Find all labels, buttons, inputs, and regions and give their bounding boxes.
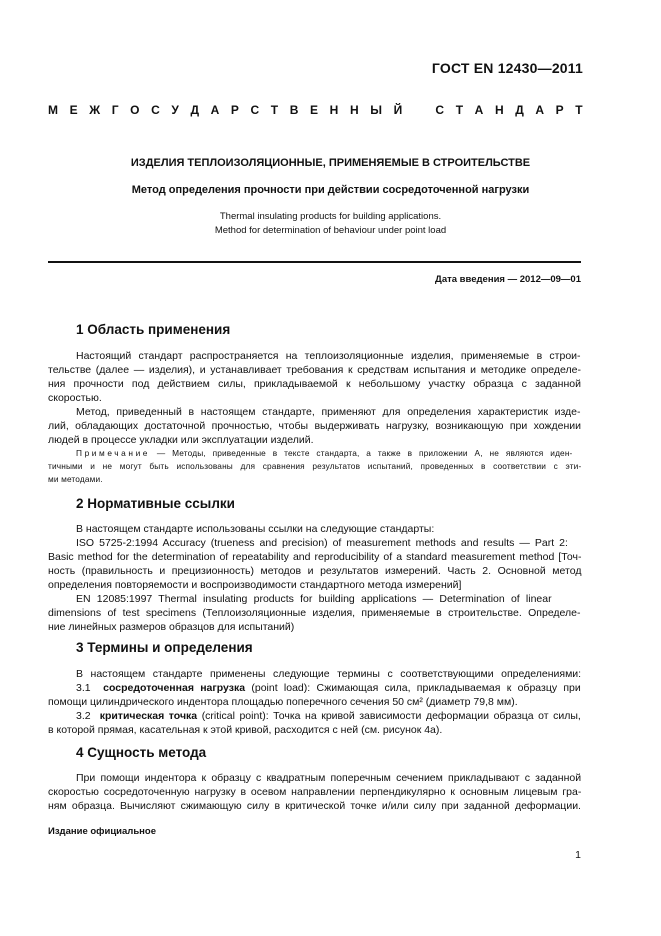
banner-letter: Р [555,103,564,117]
section-4-heading: 4 Сущность метода [76,745,207,760]
section-2-heading: 2 Нормативные ссылки [76,496,235,511]
term-1-definition: (point load): Сжимающая сила, прикладываемая к образцу при [245,682,581,694]
banner-letter: С [151,103,160,117]
banner-letter: С [250,103,260,117]
banner-letter: Т [575,103,583,117]
banner-letter: Т [270,103,279,117]
note-text-1: — Методы, приведенные в тексте стандарта, а также в приложении А, не являются иден- [150,448,573,458]
s1-line-6: лий, обладающих достаточной прочностью, чтобы выдерживать нагрузку, возникающую при хождении [48,420,581,432]
banner-letter: М [48,103,58,117]
standard-code: ГОСТ EN 12430—2011 [431,60,583,76]
document-title: ИЗДЕЛИЯ ТЕПЛОИЗОЛЯЦИОННЫЕ, ПРИМЕНЯЕМЫЕ В СТРОИТЕЛЬСТВЕ [130,157,531,169]
introduction-date: Дата введения — 2012—09—01 [435,274,581,285]
banner-letter: У [171,103,179,117]
banner-letter: А [474,103,484,117]
s3-term-2 [76,710,581,724]
s1-line-7: людей в процессе укладки или эксплуатации изделий. [48,434,314,446]
s4-line-2: скоростью сосредоточенную нагрузку в осевом направлении перпендикулярно к основным лицевым гра- [48,786,582,798]
section-1-heading: 1 Область применения [76,322,231,337]
banner-letter: Й [393,103,403,117]
s3-term-2-line-2: в которой прямая, касательная к этой кривой, расходится с ней (см. рисунок 4а). [48,724,443,736]
term-1-name: сосредоточенная нагрузка [103,682,246,694]
s2-line-7: dimensions of test specimens (Теплоизоляционные изделия, применяемые в строительстве. Определе- [48,607,581,619]
s2-line-6: EN 12085:1997 Thermal insulating products for building applications — Determination of linear [76,593,552,605]
s2-line-1: В настоящем стандарте использованы ссылки на следующие стандарты: [76,523,435,535]
note-line-2: тичными и не могут быть использованы для сравнения результатов испытаний, проведенных в соответствии с эти- [48,461,582,471]
s1-line-4: скоростью. [48,392,102,404]
note-label: Примечание [76,448,151,458]
section-3-heading: 3 Термины и определения [76,640,253,655]
banner-letter: Р [230,103,239,117]
s2-line-8: ние линейных размеров образцов для испытаний) [48,621,295,633]
s1-line-3: ния прочности под действием силы, прикладываемой к небольшому участку образца с заданной [48,378,581,390]
banner-letter: В [289,103,299,117]
term-2-name: критическая точка [99,710,198,722]
banner-letter: А [535,103,545,117]
s3-term-1 [76,682,581,696]
s3-intro: В настоящем стандарте применены следующие термины с соответствующими определениями: [76,668,582,680]
s2-line-5: определения повторяемости и воспроизводимости стандартного метода измерений] [48,579,462,591]
banner-letter: Д [515,103,524,117]
title-divider [48,261,581,263]
banner-gap [414,103,424,117]
note-line-3: ми методами. [48,474,103,484]
banner-letter: Н [494,103,504,117]
s3-term-1-line-2: помощи цилиндрического индентора площадью поперечного сечения 50 см² (диаметр 79,8 мм). [48,696,518,708]
banner-letter: Д [190,103,199,117]
s2-line-2: ISO 5725-2:1994 Accuracy (trueness and precision) of measurement methods and results — Part 2: [76,537,568,549]
s2-line-3: Basic method for the determination of repeatability and reproducibility of a standard measurement method [Точ- [48,551,582,563]
banner-letter: Г [111,103,119,117]
s1-line-1: Настоящий стандарт распространяется на теплоизоляционные изделия, применяемые в строи- [76,350,581,362]
banner-letter: О [130,103,140,117]
banner-letter: Е [69,103,78,117]
s4-line-3: ням образца. Вычисляют сжимающую силу в критической точке и/или силу при заданной деформации. [48,800,581,812]
banner-letter: Е [310,103,319,117]
banner-letter: Н [329,103,339,117]
s4-line-1: При помощи индентора к образцу с квадратным поперечным сечением прикладывают с заданной [76,772,582,784]
banner-letter: А [210,103,220,117]
banner-letter: Ы [370,103,382,117]
s1-line-2: тельстве (далее — изделия), и устанавливает требования к средствам испытания и методике определе- [48,364,581,376]
s2-line-4: ность (правильность и прецизионность) методов и результатов измерений. Часть 2. Основной метод [48,565,582,577]
s1-line-5: Метод, приведенный в настоящем стандарте, применяют для определения характеристик изде- [76,406,581,418]
note-line-1 [76,447,572,460]
term-1-number: 3.1 [76,682,91,694]
term-2-number: 3.2 [76,710,91,722]
english-title-line-2: Method for determination of behaviour under point load [214,225,447,236]
term-2-definition: (critical point): Точка на кривой зависимости деформации образца от силы, [197,710,581,722]
english-title-line-1: Thermal insulating products for building applications. [219,211,442,222]
banner-letter: С [435,103,445,117]
page-number: 1 [575,849,581,861]
banner-letter: Н [349,103,359,117]
banner-letter: Ж [89,103,101,117]
document-subtitle: Метод определения прочности при действии сосредоточенной нагрузки [131,184,530,196]
official-edition-label: Издание официальное [48,826,156,837]
interstate-standard-banner [48,103,583,117]
banner-letter: Т [455,103,464,117]
